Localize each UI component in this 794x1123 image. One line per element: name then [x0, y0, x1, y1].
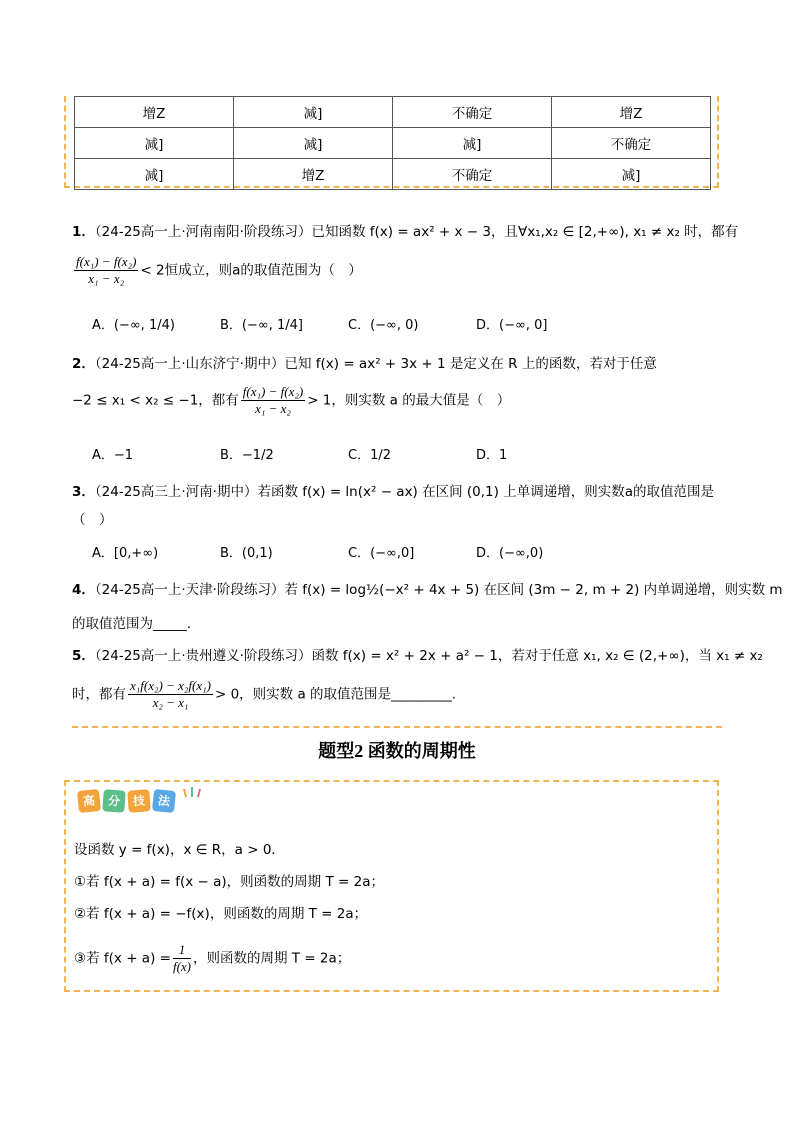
table-cell: 增Z — [234, 159, 393, 190]
question-source: （24-25高一上·贵州遵义·阶段练习） — [94, 648, 312, 664]
question-text: 已知 f(x) = ax² + 3x + 1 是定义在 R 上的函数，若对于任意 — [284, 356, 657, 372]
table-cell: 增Z — [75, 97, 234, 128]
question-2-line2 — [72, 384, 510, 417]
table-cell: 减] — [234, 128, 393, 159]
section-divider — [72, 726, 722, 728]
question-3-line2 — [72, 510, 113, 530]
tip-text: ，则函数的周期 T = 2a； — [193, 950, 351, 967]
fraction: $\frac{\text{x₁f(x₂) − x₂f(x₁)}}{\text{x₂ − x₁}}$ — [130, 678, 211, 710]
tip-item-2: ②若 f(x + a) = −f(x)，则函数的周期 T = 2a； — [74, 906, 368, 922]
question-source: （24-25高一上·山东济宁·期中） — [94, 356, 285, 372]
table-cell: 减] — [234, 97, 393, 128]
question-number: 1． — [72, 224, 95, 240]
option-b[interactable]: B．(−∞, 1/4] — [220, 318, 303, 333]
question-text: < 2恒成立，则a的取值范围为（ ） — [140, 262, 362, 279]
sparkle-icon — [182, 786, 202, 798]
table-cell: 不确定 — [393, 97, 552, 128]
option-a[interactable]: A．(−∞, 1/4) — [92, 318, 175, 333]
option-c[interactable]: C．(−∞,0] — [348, 546, 415, 561]
option-a[interactable]: A．−1 — [92, 448, 134, 463]
question-text: 若函数 f(x) = ln(x² − ax) 在区间 (0,1) 上单调递增，则实数a的取值范围是 — [257, 484, 714, 500]
question-text: 的取值范围为_____. — [72, 616, 192, 632]
question-text: 已知函数 f(x) = ax² + x − 3，且∀x₁,x₂ ∈ [2,+∞), x₁ ≠ x₂ 时，都有 — [311, 224, 739, 240]
table-cell: 不确定 — [393, 159, 552, 190]
table-cell: 减] — [75, 128, 234, 159]
table-row — [75, 97, 711, 128]
question-1 — [72, 222, 738, 242]
tip-intro: 设函数 y = f(x)，x ∈ R，a > 0． — [74, 842, 285, 858]
table-cell: 增Z — [552, 97, 711, 128]
tip-text: ③若 f(x + a) = — [74, 950, 171, 967]
tip-item-1: ①若 f(x + a) = f(x − a)，则函数的周期 T = 2a； — [74, 874, 384, 890]
question-text: > 1，则实数 a 的最大值是（ ） — [307, 392, 511, 409]
option-d[interactable]: D．(−∞, 0] — [476, 318, 548, 333]
question-text: （ ） — [72, 512, 113, 528]
question-3-options — [92, 542, 604, 561]
fraction: $\frac{\text{f(x₁) − f(x₂)}}{\text{x₁ − x₂}}$ — [76, 254, 137, 286]
question-text: 函数 f(x) = x² + 2x + a² − 1，若对于任意 x₁, x₂ ∈ (2,+∞)，当 x₁ ≠ x₂ — [311, 648, 763, 664]
badge-char: 法 — [152, 789, 176, 813]
question-number: 5． — [72, 648, 95, 664]
option-c[interactable]: C．(−∞, 0) — [348, 318, 419, 333]
table-row — [75, 128, 711, 159]
question-number: 3． — [72, 484, 95, 500]
tip-item-3 — [74, 942, 350, 975]
option-b[interactable]: B．−1/2 — [220, 448, 274, 463]
table-cell: 减] — [75, 159, 234, 190]
option-d[interactable]: D．(−∞,0) — [476, 546, 544, 561]
question-text: 若 f(x) = log½(−x² + 4x + 5) 在区间 (3m − 2, m + 2) 内单调递增，则实数 m — [284, 582, 783, 598]
table-cell: 减] — [552, 159, 711, 190]
question-number: 2． — [72, 356, 95, 372]
badge-char: 分 — [102, 789, 125, 812]
question-text: −2 ≤ x₁ < x₂ ≤ −1，都有 — [72, 392, 239, 409]
fraction: $\frac{\text{f(x₁) − f(x₂)}}{\text{x₁ − x₂}}$ — [242, 384, 304, 416]
question-2-options — [92, 444, 604, 463]
table-cell: 减] — [393, 128, 552, 159]
section-title: 题型2 函数的周期性 — [318, 741, 476, 761]
fraction: $\frac{1}{f(x)}$ — [172, 942, 191, 974]
question-5-line2 — [72, 678, 456, 711]
question-text: 时，都有 — [72, 686, 126, 703]
option-c[interactable]: C．1/2 — [348, 448, 391, 463]
question-text: > 0，则实数 a 的取值范围是_________. — [214, 686, 457, 703]
monotonicity-table-box — [64, 96, 719, 188]
question-1-options — [92, 314, 604, 333]
badge-char: 高 — [77, 789, 101, 813]
question-3 — [72, 482, 714, 502]
question-source: （24-25高三上·河南·期中） — [94, 484, 258, 500]
question-source: （24-25高一上·河南南阳·阶段练习） — [94, 224, 312, 240]
question-1-line2 — [72, 254, 362, 287]
option-b[interactable]: B．(0,1) — [220, 546, 273, 561]
question-4 — [72, 580, 783, 600]
question-5 — [72, 646, 763, 666]
question-source: （24-25高一上·天津·阶段练习） — [94, 582, 285, 598]
question-number: 4． — [72, 582, 95, 598]
tips-badge — [78, 790, 175, 812]
monotonicity-table — [74, 96, 711, 190]
tips-box — [64, 780, 719, 992]
table-cell: 不确定 — [552, 128, 711, 159]
table-row — [75, 159, 711, 190]
option-a[interactable]: A．[0,+∞) — [92, 546, 159, 561]
option-d[interactable]: D．1 — [476, 448, 508, 463]
question-4-line2 — [72, 614, 191, 634]
badge-char: 技 — [127, 789, 150, 812]
question-2 — [72, 354, 657, 374]
